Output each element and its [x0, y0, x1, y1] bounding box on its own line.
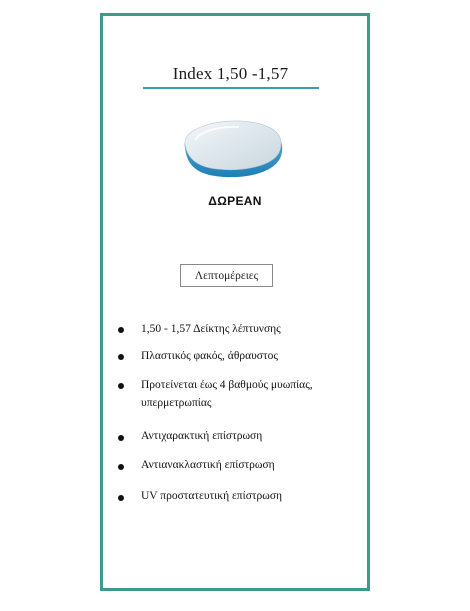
bullet-icon: [118, 327, 124, 333]
price-label: ΔΩΡΕΑΝ: [208, 194, 262, 208]
feature-item: Αντιανακλαστική επίστρωση: [141, 459, 275, 471]
bullet-icon: [118, 495, 124, 501]
feature-item: UV προστατευτική επίστρωση: [141, 490, 283, 502]
title-underline: [143, 87, 319, 89]
feature-item-continuation: υπερμετρωπίας: [141, 397, 212, 409]
lens-image: [171, 114, 291, 184]
feature-item: Πλαστικός φακός, άθραυστος: [141, 350, 278, 362]
bullet-icon: [118, 464, 124, 470]
feature-item: Αντιχαρακτική επίστρωση: [141, 430, 263, 442]
feature-item: 1,50 - 1,57 Δείκτης λέπτυνσης: [141, 323, 281, 335]
feature-item: Προτείνεται έως 4 βαθμούς μυωπίας,: [141, 379, 313, 391]
bullet-icon: [118, 354, 124, 360]
product-card: [100, 13, 370, 591]
bullet-icon: [118, 383, 124, 389]
product-title: Index 1,50 -1,57: [172, 64, 289, 83]
bullet-icon: [118, 435, 124, 441]
details-button[interactable]: Λεπτομέρειες: [180, 264, 273, 287]
